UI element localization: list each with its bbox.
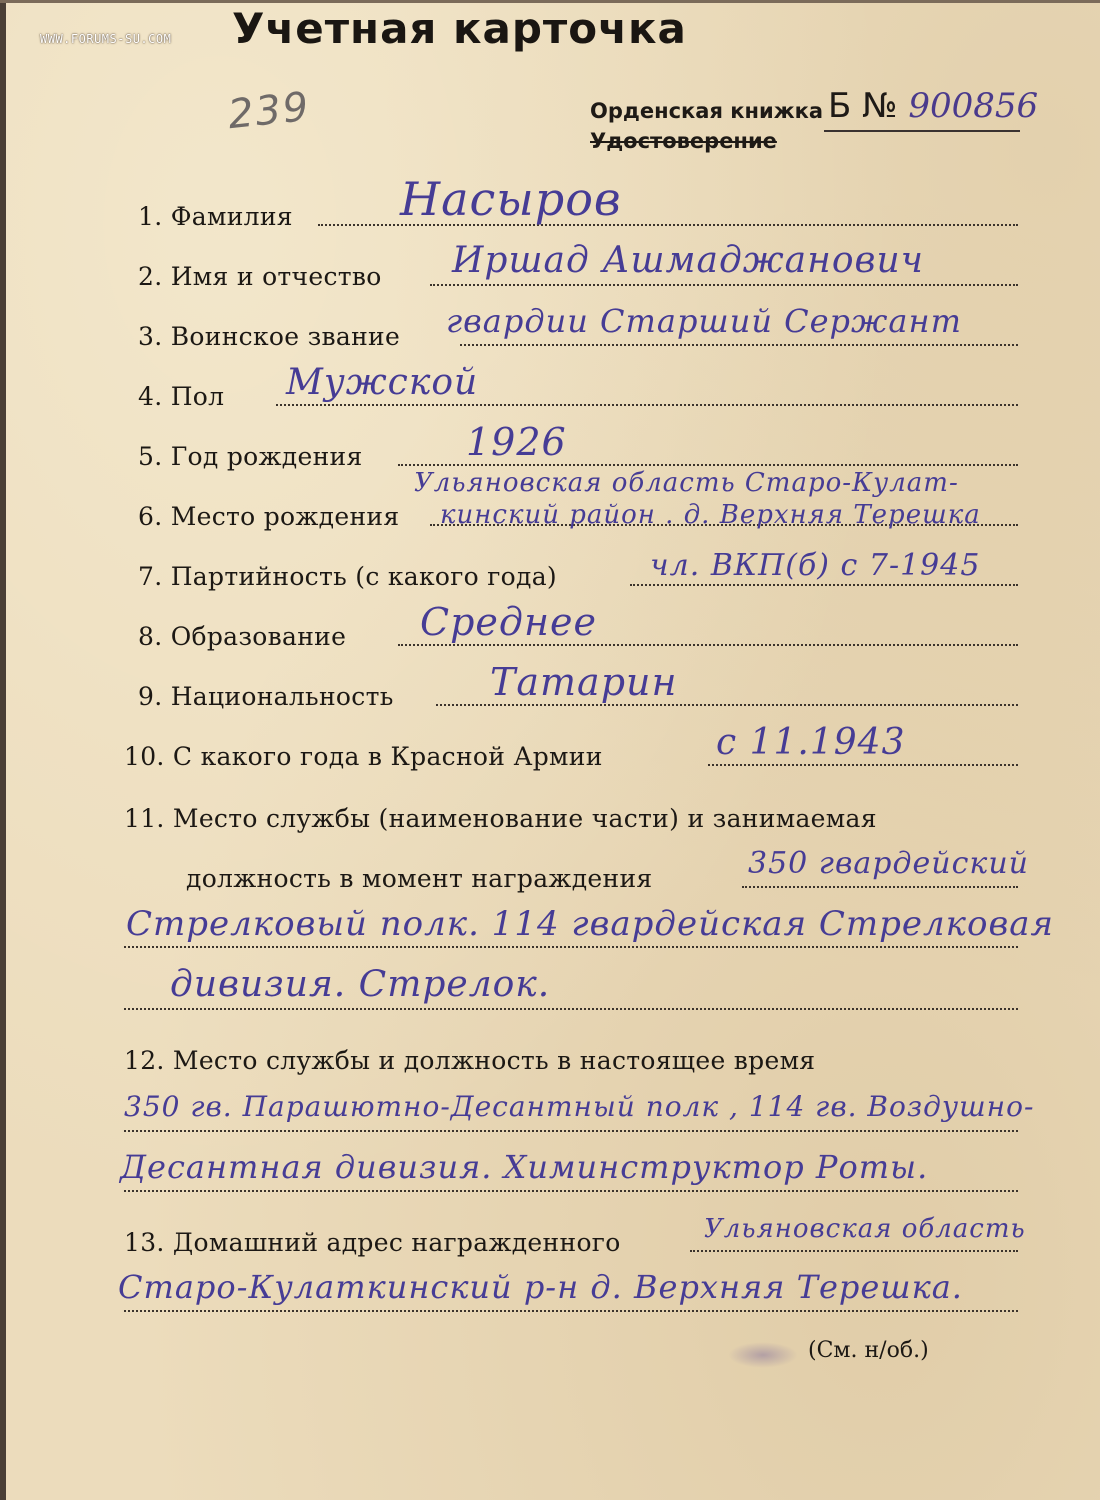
document-series-prefix: Б № xyxy=(828,86,898,126)
fill-line xyxy=(124,1310,1018,1312)
scan-edge-top xyxy=(0,0,1100,3)
field-value: с 11.1943 xyxy=(716,722,906,763)
field-value: 1926 xyxy=(466,420,567,464)
field-value-line-2: кинский район . д. Верхняя Терешка xyxy=(440,500,981,530)
field-label: 10. С какого года в Красной Армии xyxy=(124,742,603,771)
card-title: Учетная карточка xyxy=(232,4,687,53)
field-value-line-2: Десантная дивизия. Химинструктор Роты. xyxy=(120,1148,929,1186)
fill-line xyxy=(630,584,1018,586)
fill-line xyxy=(398,644,1018,646)
field-value-line-1: Ульяновская область Старо-Кулат- xyxy=(414,468,959,498)
fill-line xyxy=(398,464,1018,466)
document-type-order-book: Орденская книжка xyxy=(590,99,824,123)
field-value: гвардии Старший Сержант xyxy=(446,302,962,340)
field-value-line-1: Ульяновская область xyxy=(704,1214,1026,1244)
field-label: 13. Домашний адрес награжденного xyxy=(124,1228,621,1257)
field-value-line-3: дивизия. Стрелок. xyxy=(170,964,551,1005)
field-value-line-1: 350 гвардейский xyxy=(748,846,1029,881)
fill-line xyxy=(436,704,1018,706)
field-value: Иршад Ашмаджанович xyxy=(452,240,925,281)
fill-line xyxy=(460,344,1018,346)
fill-line xyxy=(124,946,1018,948)
field-value: чл. ВКП(б) с 7-1945 xyxy=(650,548,981,583)
field-label: 2. Имя и отчество xyxy=(138,262,382,291)
document-number-underline xyxy=(824,130,1020,132)
document-type xyxy=(590,96,823,156)
archive-number: 239 xyxy=(225,83,313,139)
field-label: 3. Воинское звание xyxy=(138,322,401,351)
fill-line xyxy=(124,1130,1018,1132)
watermark: WWW.FORUMS-SU.COM xyxy=(40,32,172,46)
field-value: Татарин xyxy=(490,660,678,704)
field-label: 6. Место рождения xyxy=(138,502,400,531)
field-label: 12. Место службы и должность в настоящее время xyxy=(124,1046,816,1075)
field-label: 4. Пол xyxy=(138,382,225,411)
fill-line xyxy=(276,404,1018,406)
fill-line xyxy=(430,284,1018,286)
field-value: Насыров xyxy=(400,172,622,226)
fill-line xyxy=(690,1250,1018,1252)
ink-blot xyxy=(728,1342,798,1368)
scan-edge-left xyxy=(0,0,6,1500)
field-label: 8. Образование xyxy=(138,622,347,651)
fill-line xyxy=(124,1190,1018,1192)
fill-line xyxy=(742,886,1018,888)
see-reverse-note: (См. н/об.) xyxy=(808,1338,929,1363)
field-value-line-2: Стрелковый полк. 114 гвардейская Стрелковая xyxy=(126,904,1055,944)
field-value: Мужской xyxy=(286,362,479,403)
document-number-value: 900856 xyxy=(908,86,1039,126)
field-value-line-2: Старо-Кулаткинский р-н д. Верхняя Терешка. xyxy=(118,1268,963,1306)
document-type-certificate-struck: Удостоверение xyxy=(590,129,777,153)
document-number xyxy=(828,86,1038,126)
field-value: Среднее xyxy=(420,600,597,644)
field-label-line-2: должность в момент награждения xyxy=(186,864,653,893)
fill-line xyxy=(124,1008,1018,1010)
field-label: 5. Год рождения xyxy=(138,442,363,471)
field-label: 11. Место службы (наименование части) и занимаемая xyxy=(124,804,877,833)
field-value-line-1: 350 гв. Парашютно-Десантный полк , 114 гв. Воздушно- xyxy=(124,1090,1035,1123)
fill-line xyxy=(708,764,1018,766)
field-label: 7. Партийность (с какого года) xyxy=(138,562,557,591)
field-label: 1. Фамилия xyxy=(138,202,293,231)
field-label: 9. Национальность xyxy=(138,682,394,711)
